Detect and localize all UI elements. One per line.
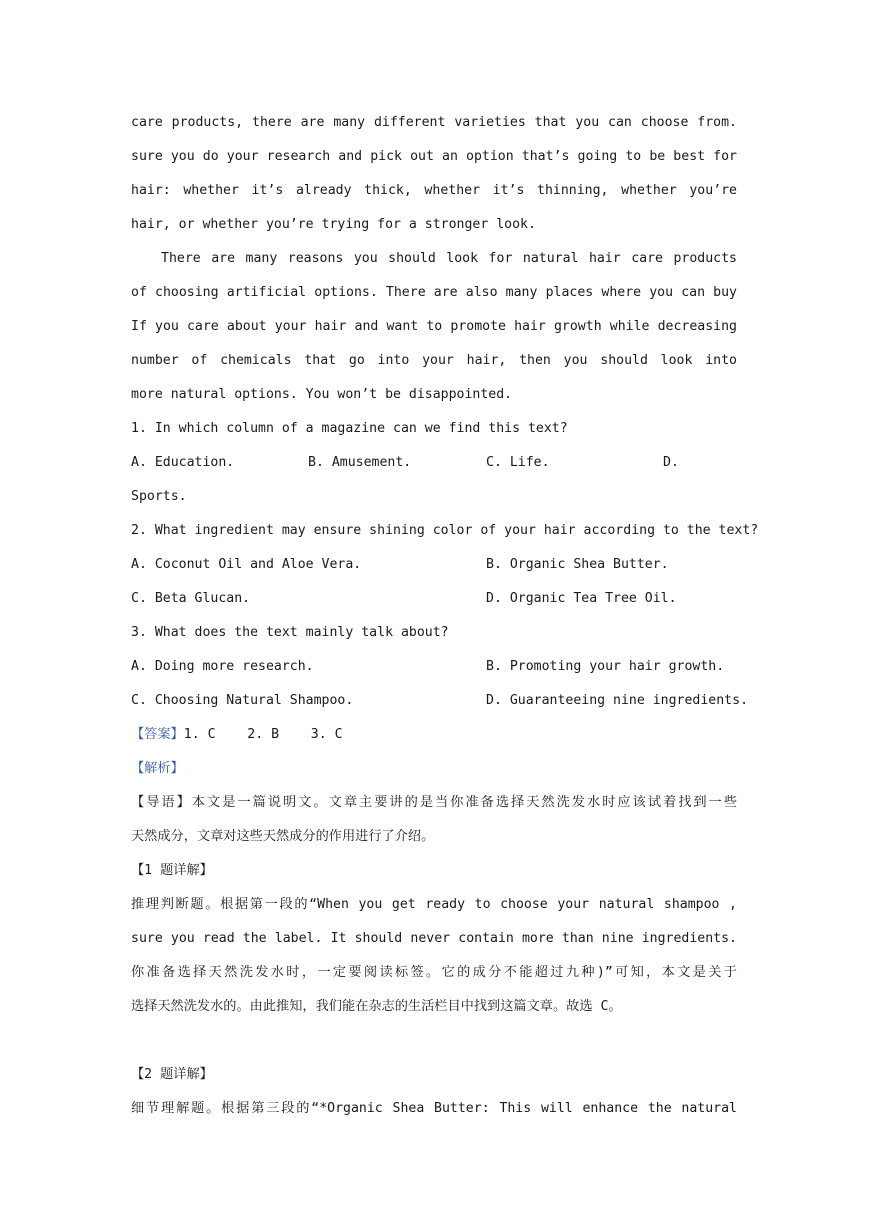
options-row [131, 446, 737, 480]
spacer [131, 1024, 737, 1058]
options-row [131, 650, 737, 684]
option-b: B. Organic Shea Butter. [486, 557, 669, 572]
text-line: 天然成分，文章对这些天然成分的作用进行了介绍。 [131, 829, 435, 844]
intro-label: 【导语】 [131, 795, 192, 810]
option-b: B. Promoting your hair growth. [486, 659, 725, 674]
text-line: more natural options. You won’t be disappointed. [131, 387, 513, 402]
question-3 [131, 616, 749, 718]
answer-text: 1. C 2. B 3. C [183, 727, 343, 742]
option-c: C. Life. [486, 455, 550, 470]
options-row [131, 684, 749, 718]
text-line: hair: whether it’s already thick, whether it’s thinning, whether you’re [131, 183, 737, 198]
text-line: of choosing artificial options. There are also many places where you can buy [131, 285, 737, 300]
text-line: hair, or whether you’re trying for a stronger look. [131, 217, 536, 232]
question-stem: 2. What ingredient may ensure shining color of your hair according to the text? [131, 523, 759, 538]
q1-label: 【1 题详解】 [131, 863, 213, 878]
option-a: A. Education. [131, 455, 235, 470]
document-body [131, 106, 759, 1126]
text-line: 推理判断题。根据第一段的“When you get ready to choose your natural shampoo , [131, 897, 737, 912]
passage-paragraph-2 [131, 242, 737, 412]
q2-label: 【2 题详解】 [131, 1067, 213, 1082]
options-row [131, 582, 737, 616]
text-line: If you care about your hair and want to promote hair growth while decreasing [131, 319, 737, 334]
options-row [131, 548, 737, 582]
text-line: sure you do your research and pick out an option that’s going to be best for [131, 149, 737, 164]
text-line: 细节理解题。根据第三段的“*Organic Shea Butter: This will enhance the natural [131, 1101, 737, 1116]
question-stem: 1. In which column of a magazine can we find this text? [131, 421, 568, 436]
text-line: There are many reasons you should look for natural hair care products [161, 251, 737, 266]
option-b: B. Amusement. [308, 455, 412, 470]
text-line [131, 786, 737, 820]
answer-label: 【答案】 [131, 727, 184, 742]
analysis-label: 【解析】 [131, 761, 184, 776]
question-1 [131, 412, 737, 514]
passage-paragraph-1 [131, 106, 737, 242]
text-line: sure you read the label. It should never contain more than nine ingredients. [131, 931, 737, 946]
option-d: D. [663, 455, 679, 470]
question-2 [131, 514, 759, 616]
text-line: 选择天然洗发水的。由此推知，我们能在杂志的生活栏目中找到这篇文章。故选 C。 [131, 999, 622, 1014]
option-c: C. Choosing Natural Shampoo. [131, 693, 354, 708]
option-a: A. Coconut Oil and Aloe Vera. [131, 557, 362, 572]
option-a: A. Doing more research. [131, 659, 314, 674]
text-line: number of chemicals that go into your hair, then you should look into [131, 353, 737, 368]
question-stem: 3. What does the text mainly talk about? [131, 625, 449, 640]
intro-text: 本文是一篇说明文。文章主要讲的是当你准备选择天然洗发水时应该试着找到一些 [191, 795, 737, 810]
q2-detail [131, 1058, 737, 1126]
option-d: D. Organic Tea Tree Oil. [486, 591, 677, 606]
option-c: C. Beta Glucan. [131, 591, 251, 606]
answer-line [131, 718, 737, 752]
text-line: care products, there are many different varieties that you can choose from. [131, 115, 737, 130]
option-d: D. Guaranteeing nine ingredients. [486, 693, 749, 708]
text-line: 你准备选择天然洗发水时，一定要阅读标签。它的成分不能超过九种)”可知，本文是关于 [131, 965, 737, 980]
option-wrap: Sports. [131, 489, 187, 504]
q1-detail [131, 854, 737, 1024]
analysis-intro [131, 786, 737, 854]
